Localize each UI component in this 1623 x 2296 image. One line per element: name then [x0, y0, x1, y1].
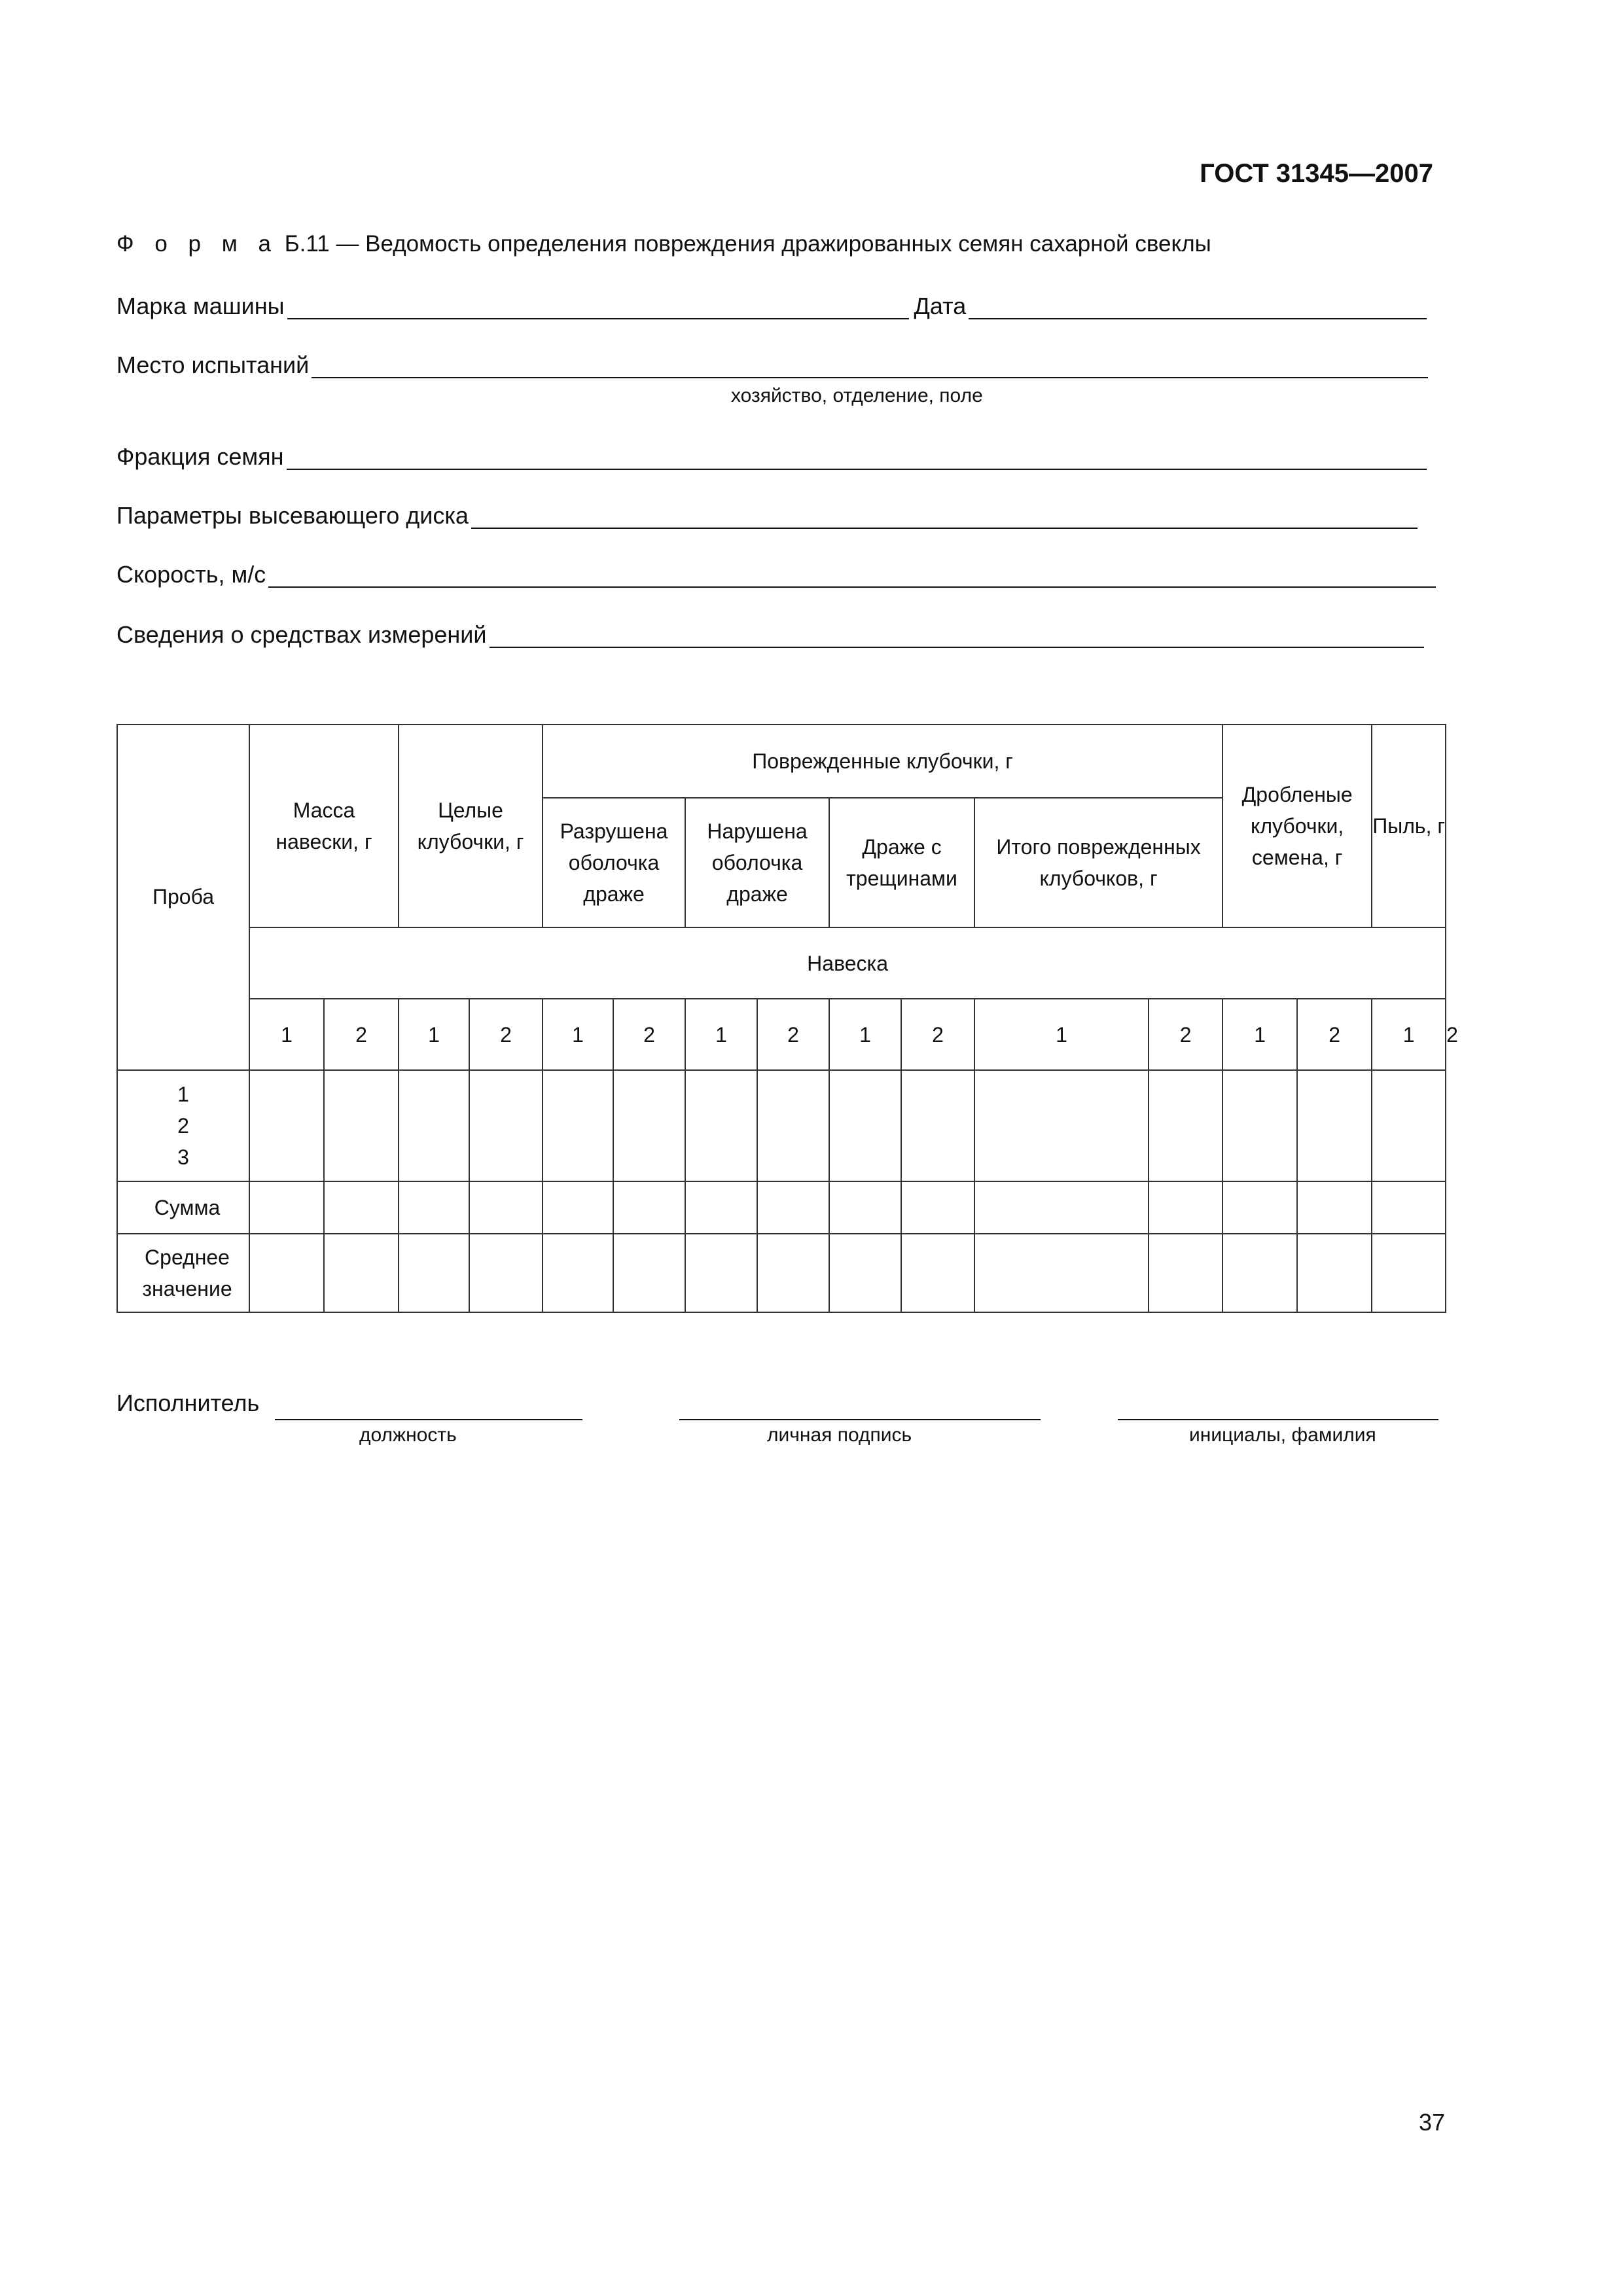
sum-label: Сумма	[117, 1181, 249, 1234]
position-line[interactable]	[275, 1419, 582, 1420]
col-number: 1	[1372, 999, 1446, 1070]
header-crushed: Дробленые клубочки, семена, г	[1222, 725, 1372, 927]
form-title-text: Б.11 — Ведомость определения повреждения дражированных семян сахарной свеклы	[277, 231, 1211, 257]
name-line[interactable]	[1118, 1419, 1438, 1420]
speed-input-line[interactable]	[268, 563, 1436, 588]
instruments-label: Сведения о средствах измерений	[116, 621, 487, 648]
data-cell[interactable]	[543, 1070, 613, 1181]
data-cell[interactable]	[829, 1070, 901, 1181]
instruments-field-row	[116, 622, 1424, 648]
fraction-input-line[interactable]	[287, 445, 1427, 470]
data-cell[interactable]	[901, 1070, 974, 1181]
header-damaged: Поврежденные клубочки, г	[543, 725, 1222, 798]
avg-label-line1: Среднее	[145, 1246, 230, 1269]
place-caption: хозяйство, отделение, поле	[731, 385, 983, 406]
data-cell[interactable]	[399, 1234, 469, 1312]
data-cell[interactable]	[249, 1070, 324, 1181]
data-cell[interactable]	[1297, 1070, 1372, 1181]
fraction-label: Фракция семян	[116, 443, 284, 470]
data-cell[interactable]	[757, 1181, 829, 1234]
sample-number: 2	[177, 1114, 189, 1138]
data-cell[interactable]	[399, 1181, 469, 1234]
col-number: 2	[1149, 999, 1222, 1070]
data-cell[interactable]	[1372, 1234, 1446, 1312]
speed-label: Скорость, м/с	[116, 561, 266, 588]
data-cell[interactable]	[1149, 1181, 1222, 1234]
place-label: Место испытаний	[116, 351, 310, 378]
signature-caption: личная подпись	[767, 1424, 912, 1446]
place-input-line[interactable]	[312, 353, 1428, 378]
data-cell[interactable]	[469, 1181, 543, 1234]
sample-number: 3	[177, 1145, 189, 1169]
data-cell[interactable]	[685, 1234, 757, 1312]
machine-field-row	[116, 293, 1427, 319]
col-number: 2	[613, 999, 685, 1070]
col-number: 2	[1297, 999, 1372, 1070]
data-cell[interactable]	[757, 1070, 829, 1181]
data-cell[interactable]	[469, 1234, 543, 1312]
data-cell[interactable]	[901, 1181, 974, 1234]
header-total-damaged: Итого поврежденных клубочков, г	[974, 798, 1222, 927]
sample-number: 1	[177, 1083, 189, 1106]
data-cell[interactable]	[543, 1234, 613, 1312]
avg-label-line2: значение	[142, 1277, 232, 1300]
data-cell[interactable]	[1297, 1234, 1372, 1312]
data-cell[interactable]	[613, 1234, 685, 1312]
header-shell-broken: Нарушена оболочка драже	[685, 798, 829, 927]
place-field-row	[116, 352, 1428, 378]
document-code: ГОСТ 31345—2007	[1200, 159, 1433, 188]
header-mass: Масса навески, г	[249, 725, 399, 927]
name-caption: инициалы, фамилия	[1189, 1424, 1376, 1446]
data-cell[interactable]	[324, 1234, 399, 1312]
col-number: 1	[829, 999, 901, 1070]
data-cell[interactable]	[1372, 1181, 1446, 1234]
data-cell[interactable]	[685, 1070, 757, 1181]
data-cell[interactable]	[249, 1234, 324, 1312]
col-number: 2	[469, 999, 543, 1070]
data-cell[interactable]	[1149, 1234, 1222, 1312]
data-cell[interactable]	[1222, 1181, 1297, 1234]
col-number: 1	[399, 999, 469, 1070]
date-input-line[interactable]	[969, 295, 1427, 319]
instruments-input-line[interactable]	[490, 623, 1424, 648]
data-cell[interactable]	[324, 1181, 399, 1234]
col-number: 1	[685, 999, 757, 1070]
disk-input-line[interactable]	[471, 504, 1418, 529]
disk-field-row	[116, 503, 1418, 529]
data-cell[interactable]	[324, 1070, 399, 1181]
damage-table: Проба Масса навески, г Целые клубочки, г Поврежденные клубочки, г Дробленые клубочки, семена, г Пыль, г Разрушена оболочка драже Нарушена оболочка драже Драже с трещинами Итого поврежденных клубочков, г Навеска 1 2 1 2 1 2 1 2 1 2 1 2 1 2 1 2 1 2 3 Сумма Среднее значение	[116, 724, 1446, 1313]
col-number: 1	[1222, 999, 1297, 1070]
executor-label: Исполнитель	[116, 1390, 260, 1416]
header-navesk: Навеска	[249, 927, 1446, 999]
table-row	[117, 1181, 1446, 1234]
data-cell[interactable]	[685, 1181, 757, 1234]
position-caption: должность	[359, 1424, 457, 1446]
speed-field-row	[116, 562, 1436, 588]
data-cell[interactable]	[901, 1234, 974, 1312]
machine-label: Марка машины	[116, 293, 285, 319]
data-cell[interactable]	[1149, 1070, 1222, 1181]
data-cell[interactable]	[829, 1234, 901, 1312]
form-title	[116, 231, 1211, 257]
table-row	[117, 1234, 1446, 1312]
data-cell[interactable]	[613, 1070, 685, 1181]
fraction-field-row	[116, 444, 1427, 470]
header-dust: Пыль, г	[1372, 725, 1446, 927]
data-cell[interactable]	[613, 1181, 685, 1234]
data-cell[interactable]	[249, 1181, 324, 1234]
data-cell[interactable]	[829, 1181, 901, 1234]
sample-numbers	[117, 1070, 249, 1181]
table-row	[117, 1070, 1446, 1181]
data-cell[interactable]	[974, 1234, 1149, 1312]
header-cracked: Драже с трещинами	[829, 798, 974, 927]
data-cell[interactable]	[757, 1234, 829, 1312]
data-cell[interactable]	[1372, 1070, 1446, 1181]
data-cell[interactable]	[1222, 1234, 1297, 1312]
data-cell[interactable]	[543, 1181, 613, 1234]
col-number: 1	[249, 999, 324, 1070]
signature-line[interactable]	[679, 1419, 1041, 1420]
avg-label	[117, 1234, 249, 1312]
data-cell[interactable]	[1222, 1070, 1297, 1181]
data-cell[interactable]	[1297, 1181, 1372, 1234]
data-cell[interactable]	[399, 1070, 469, 1181]
col-number: 1	[974, 999, 1149, 1070]
data-cell[interactable]	[469, 1070, 543, 1181]
header-shell-destroyed: Разрушена оболочка драже	[543, 798, 685, 927]
form-title-prefix: Ф о р м а	[116, 231, 278, 257]
header-whole: Целые клубочки, г	[399, 725, 543, 927]
date-label: Дата	[914, 293, 967, 319]
disk-label: Параметры высевающего диска	[116, 502, 469, 529]
data-cell[interactable]	[974, 1181, 1149, 1234]
page-number: 37	[1418, 2109, 1445, 2136]
col-number: 1	[543, 999, 613, 1070]
machine-input-line[interactable]	[287, 295, 909, 319]
header-proba: Проба	[117, 725, 249, 1070]
col-number: 2	[757, 999, 829, 1070]
col-number: 2	[901, 999, 974, 1070]
col-number: 2	[324, 999, 399, 1070]
data-cell[interactable]	[974, 1070, 1149, 1181]
